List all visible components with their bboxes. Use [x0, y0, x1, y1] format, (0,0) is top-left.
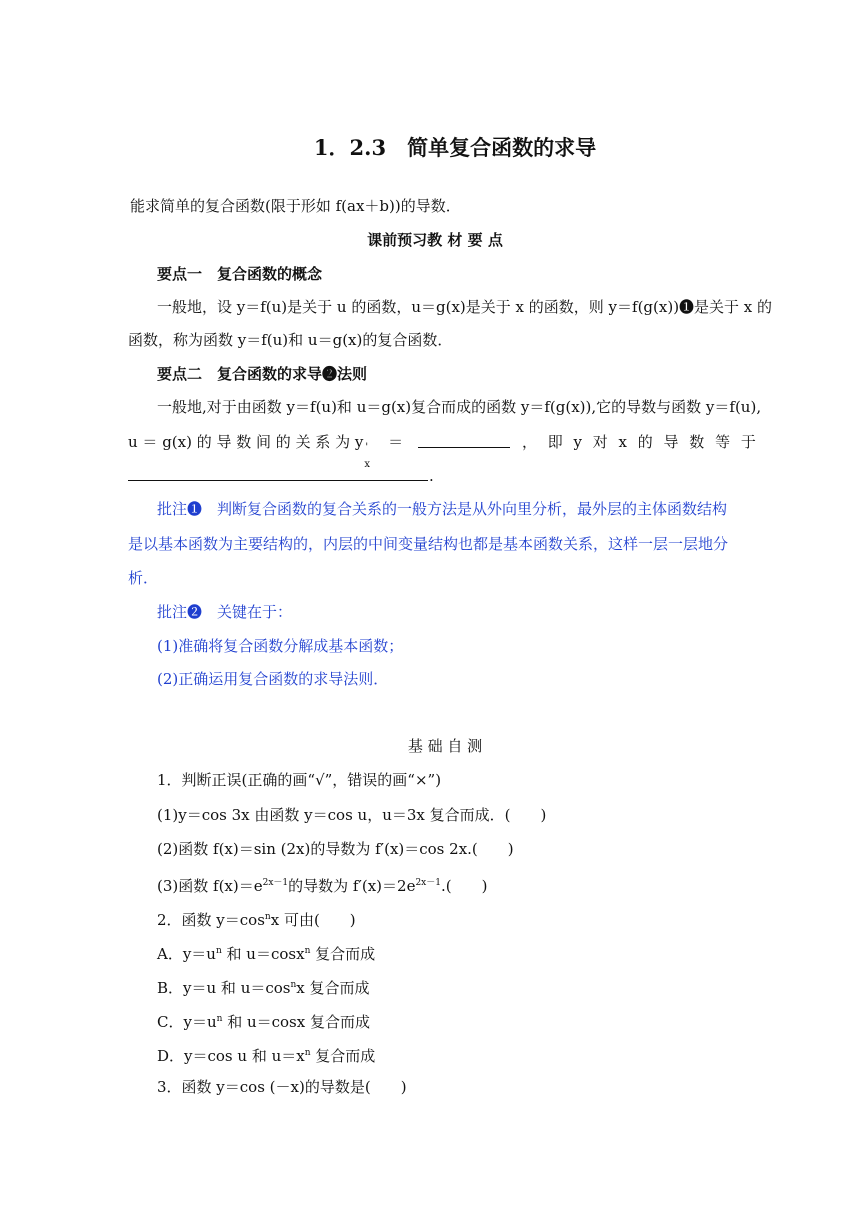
- point2-line3-end: .: [429, 467, 434, 485]
- q1-item3-text-c: .( ): [440, 877, 488, 895]
- answer-blank-1[interactable]: [418, 433, 510, 448]
- q1-item3-text-a: (3)函数 f(x)＝e: [157, 877, 263, 895]
- q2-option-d-text-b: 复合而成: [310, 1047, 376, 1065]
- note2-line1: 批注❷ 关键在于：: [157, 603, 293, 621]
- q2-option-d[interactable]: [157, 1043, 375, 1066]
- q2-option-b-exp1: n: [290, 980, 297, 990]
- q1-stem: 1．判断正误(正确的画“√”，错误的画“×”): [157, 771, 442, 789]
- point2-heading: 要点二 复合函数的求导❷法则: [157, 365, 368, 383]
- q2-stem-exponent: n: [264, 912, 271, 922]
- equals-sign: ＝: [388, 433, 404, 451]
- section-heading: 课前预习教 材 要 点: [367, 231, 503, 249]
- q2-option-c[interactable]: [157, 1009, 370, 1032]
- page-title: 1．2.3 简单复合函数的求导: [313, 135, 597, 160]
- q2-option-b-text-b: x 复合而成: [296, 979, 370, 997]
- q2-stem-a: 2．函数 y＝cos: [157, 911, 265, 929]
- q2-option-a[interactable]: [157, 941, 375, 964]
- point2-line2-right: ， 即 y 对 x 的 导 数 等 于: [522, 433, 756, 451]
- q3-stem: 3．函数 y＝cos (－x)的导数是( ): [157, 1078, 407, 1096]
- prime-mark: ': [365, 442, 369, 453]
- point2-line2-left: [128, 432, 404, 470]
- point2-line1: 一般地,对于由函数 y＝f(u)和 u＝g(x)复合而成的函数 y＝f(g(x)),它的导数与函数 y＝f(u),: [157, 398, 762, 416]
- q2-option-a-exp2: n: [304, 946, 311, 956]
- q2-stem-b: x 可由( ): [270, 911, 356, 929]
- self-test-heading: 基 础 自 测: [407, 737, 483, 755]
- q1-item3: [157, 873, 487, 896]
- q2-stem: [157, 907, 356, 930]
- q2-option-c-text: C．y＝u: [157, 1013, 217, 1031]
- q1-item1: (1)y＝cos 3x 由函数 y＝cos u，u＝3x 复合而成．( ): [157, 806, 547, 824]
- q2-option-b-text: B．y＝u 和 u＝cos: [157, 979, 291, 997]
- q2-option-a-text-b: 和 u＝cosx: [221, 945, 305, 963]
- note1-line1: 批注❶ 判断复合函数的复合关系的一般方法是从外向里分析，最外层的主体函数结构: [157, 500, 728, 518]
- q2-option-c-exp1: n: [216, 1014, 223, 1024]
- point1-line1: 一般地，设 y＝f(u)是关于 u 的函数，u＝g(x)是关于 x 的函数，则 y＝f(g(x))❶是关于 x 的: [157, 298, 773, 316]
- q2-option-a-text-c: 复合而成: [310, 945, 376, 963]
- derivative-relation-text: u ＝ g(x) 的 导 数 间 的 关 系 为 y: [128, 433, 364, 451]
- note2-line2: (1)准确将复合函数分解成基本函数；: [157, 637, 404, 655]
- q1-item3-exponent-1: 2x－1: [262, 878, 289, 888]
- q1-item3-exponent-2: 2x－1: [415, 878, 441, 888]
- q2-option-a-text: A．y＝u: [157, 945, 216, 963]
- note1-line3: 析．: [128, 569, 159, 587]
- q2-option-d-text: D．y＝cos u 和 u＝x: [157, 1047, 305, 1065]
- answer-blank-2[interactable]: [128, 466, 428, 481]
- learning-objective: 能求简单的复合函数(限于形如 f(ax＋b))的导数．: [130, 197, 461, 215]
- sub-x: x: [364, 459, 370, 470]
- note2-line3: (2)正确运用复合函数的求导法则．: [157, 670, 389, 688]
- q2-option-b[interactable]: [157, 975, 370, 998]
- q1-item3-text-b: 的导数为 f′(x)＝2e: [288, 877, 416, 895]
- q2-option-c-text-b: 和 u＝cosx 复合而成: [222, 1013, 370, 1031]
- note1-line2: 是以基本函数为主要结构的，内层的中间变量结构也都是基本函数关系，这样一层一层地分: [128, 535, 729, 553]
- q2-option-a-exp1: n: [215, 946, 222, 956]
- q1-item2: (2)函数 f(x)＝sin (2x)的导数为 f′(x)＝cos 2x.( ): [157, 840, 514, 858]
- point1-line2: 函数，称为函数 y＝f(u)和 u＝g(x)的复合函数．: [128, 331, 453, 349]
- point1-heading: 要点一 复合函数的概念: [157, 265, 323, 283]
- q2-option-d-exp1: n: [304, 1048, 311, 1058]
